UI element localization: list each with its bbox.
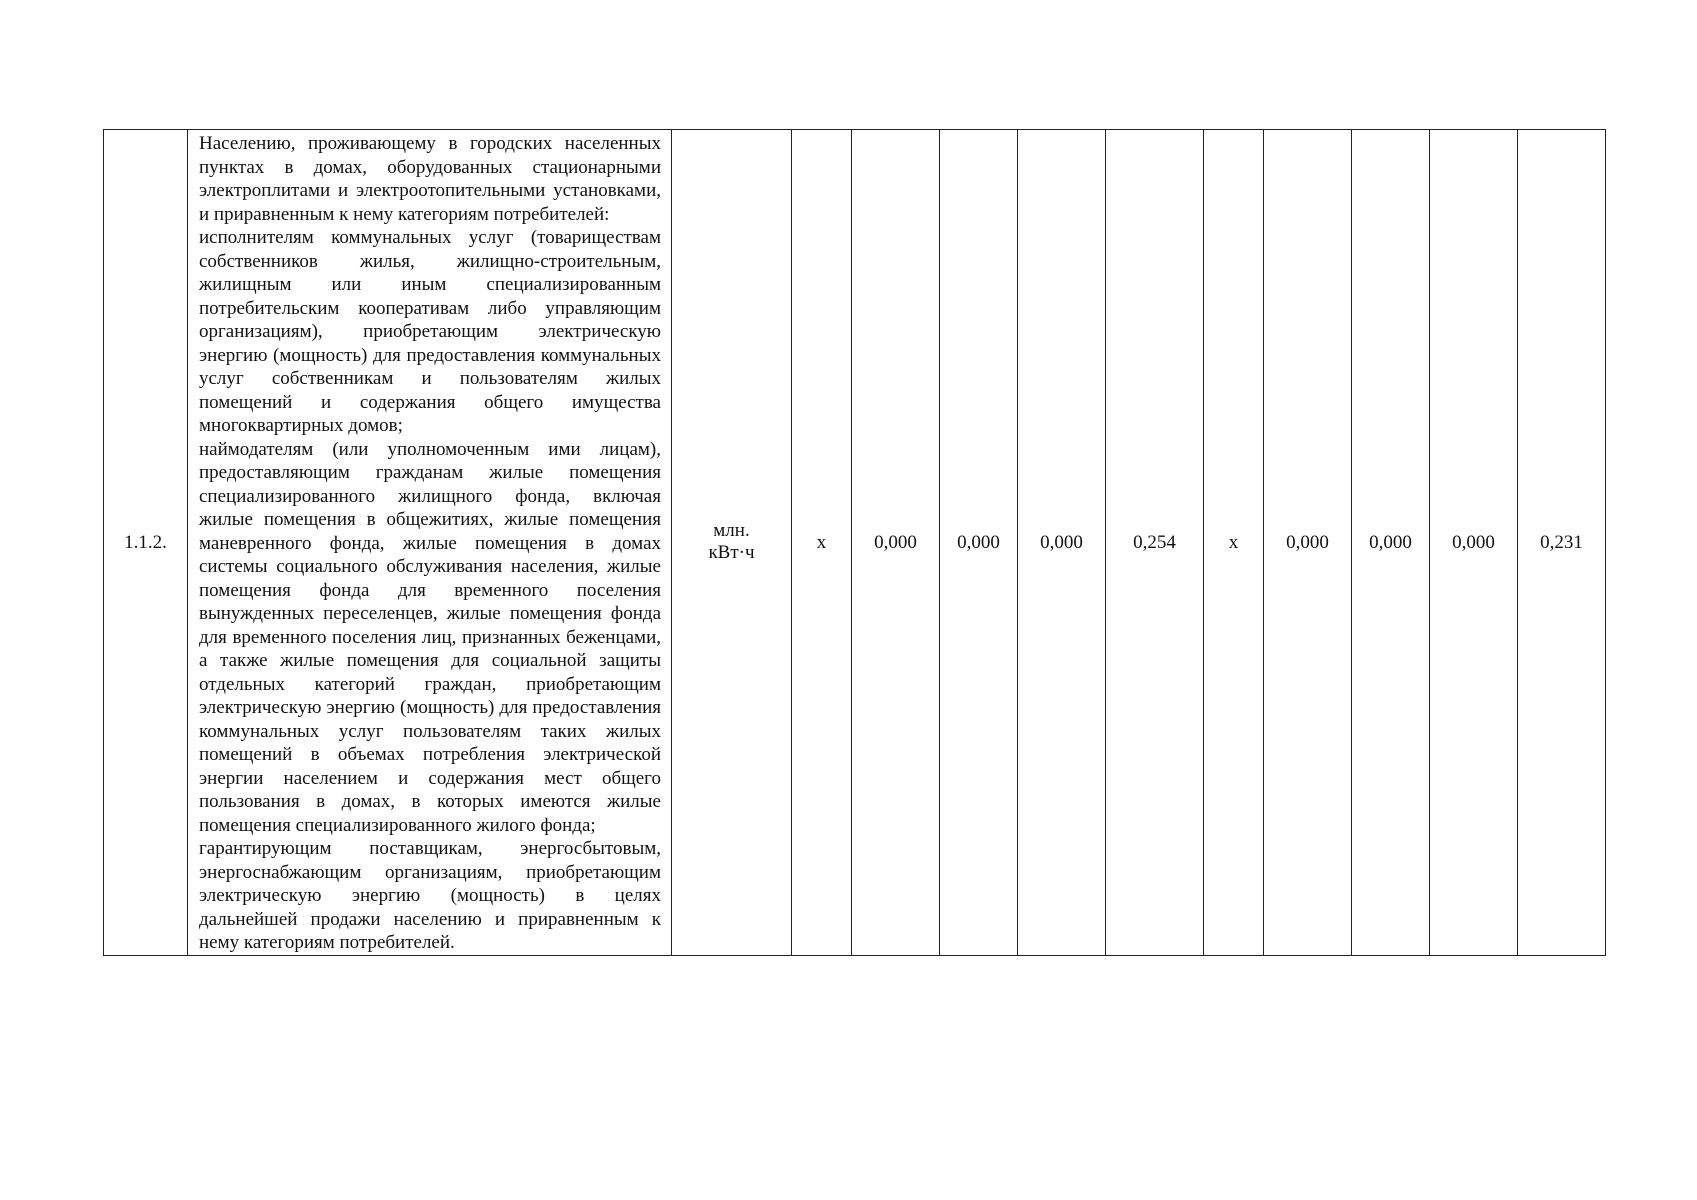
value-cell-1: x xyxy=(792,130,852,956)
description-paragraph: гарантирующим поставщикам, энергосбытовым, энергоснабжающим организациям, приобретающим электрическую энергию (мощность) в целях дальнейшей продажи населению и приравненным к нему категориям потребителей. xyxy=(199,838,661,953)
description-paragraph: исполнителям коммунальных услуг (товариществам собственников жилья, жилищно-строительным, жилищным или иным специализированным потребительским кооперативам либо управляющим организациям), приобретающим электрическую энергию (мощность) для предоставления коммунальных услуг собственникам и пользователям жилых помещений и содержания общего имущества многоквартирных домов; xyxy=(199,227,661,436)
value-cell-4: 0,000 xyxy=(1018,130,1106,956)
value-cell-5: 0,254 xyxy=(1106,130,1204,956)
tariff-table xyxy=(103,129,1606,956)
value-cell-2: 0,000 xyxy=(852,130,940,956)
description-cell xyxy=(188,130,672,956)
description-paragraph: Населению, проживающему в городских населенных пунктах в домах, оборудованных стационарными электроплитами и электроотопительными установками, и приравненным к нему категориям потребителей: xyxy=(199,133,661,225)
value-cell-8: 0,000 xyxy=(1352,130,1430,956)
value-cell-9: 0,000 xyxy=(1430,130,1518,956)
value-cell-7: 0,000 xyxy=(1264,130,1352,956)
row-number-cell: 1.1.2. xyxy=(104,130,188,956)
value-cell-3: 0,000 xyxy=(940,130,1018,956)
value-cell-6: x xyxy=(1204,130,1264,956)
description-paragraph: наймодателям (или уполномоченным ими лицам), предоставляющим гражданам жилые помещения специализированного жилищного фонда, включая жилые помещения в общежитиях, жилые помещения маневренного фонда, жилые помещения в домах системы социального обслуживания населения, жилые помещения фонда для временного поселения вынужденных переселенцев, жилые помещения фонда для временного поселения лиц, признанных беженцами, а также жилые помещения для социальной защиты отдельных категорий граждан, приобретающим электрическую энергию (мощность) для предоставления коммунальных услуг пользователям таких жилых помещений в объемах потребления электрической энергии населением и содержания мест общего пользования в домах, в которых имеются жилые помещения специализированного жилого фонда; xyxy=(199,438,661,836)
table-row xyxy=(104,130,1606,956)
unit-line-1: млн. xyxy=(713,520,750,542)
value-cell-10: 0,231 xyxy=(1518,130,1606,956)
unit-cell xyxy=(672,130,792,956)
unit-line-2: кВт·ч xyxy=(708,542,755,564)
